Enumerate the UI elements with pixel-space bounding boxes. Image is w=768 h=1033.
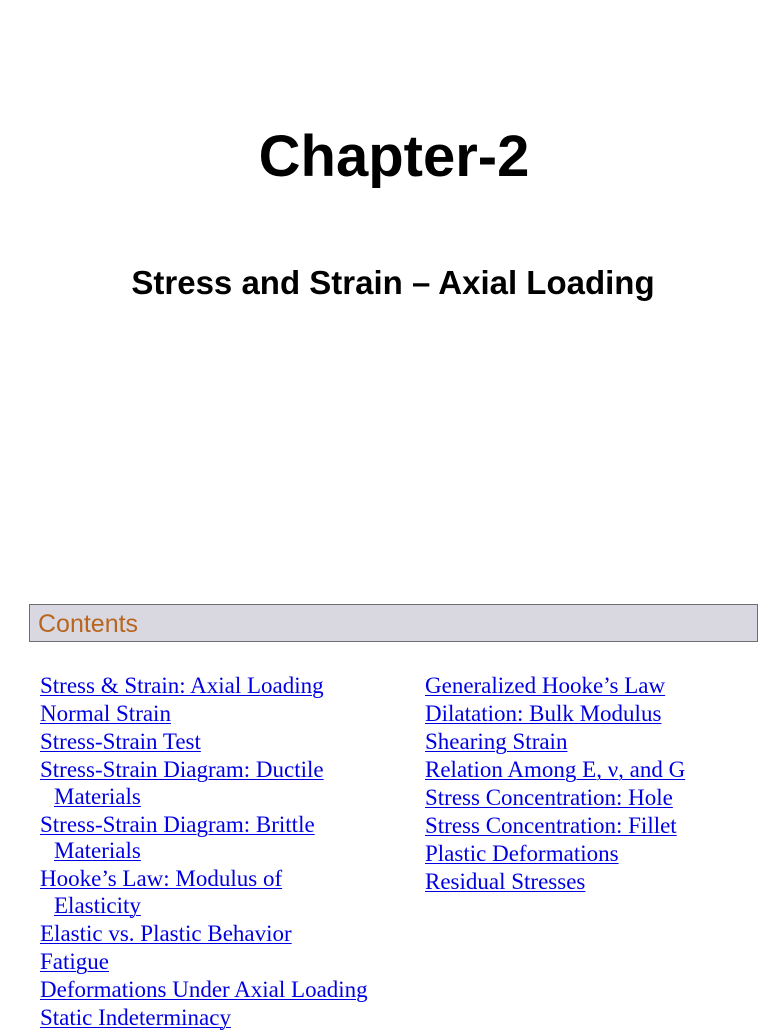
toc-item bbox=[40, 757, 420, 810]
toc-link-residual-stresses[interactable]: Residual Stresses bbox=[425, 869, 586, 894]
toc-item bbox=[40, 977, 420, 1004]
toc-item bbox=[425, 813, 760, 840]
toc-link-deformations-axial[interactable]: Deformations Under Axial Loading bbox=[40, 976, 368, 1002]
toc-link-diagram-ductile[interactable]: Stress-Strain Diagram: Ductile bbox=[40, 757, 324, 782]
toc-link-fatigue[interactable]: Fatigue bbox=[40, 948, 109, 974]
toc-link-diagram-ductile-cont[interactable]: Materials bbox=[54, 783, 141, 809]
toc-link-elastic-vs-plastic[interactable]: Elastic vs. Plastic Behavior bbox=[40, 920, 292, 946]
toc-link-diagram-brittle-cont[interactable]: Materials bbox=[54, 838, 141, 863]
toc-link-stress-concentration-fillet[interactable]: Stress Concentration: Fillet bbox=[425, 813, 677, 838]
contents-label: Contents bbox=[38, 610, 139, 638]
toc-link-hookes-law-modulus-cont[interactable]: Elasticity bbox=[54, 892, 141, 918]
toc-link-stress-strain-axial-loading[interactable]: Stress & Strain: Axial Loading bbox=[40, 673, 324, 698]
toc-link-normal-strain[interactable]: Normal Strain bbox=[40, 701, 171, 726]
toc-left-column bbox=[40, 673, 420, 1033]
chapter-subtitle: Stress and Strain – Axial Loading bbox=[131, 264, 655, 301]
toc-item bbox=[425, 869, 760, 896]
toc-link-generalized-hookes-law[interactable]: Generalized Hooke’s Law bbox=[425, 673, 666, 698]
toc-item bbox=[425, 701, 760, 728]
contents-header-bar bbox=[29, 604, 758, 642]
toc-link-stress-concentration-hole[interactable]: Stress Concentration: Hole bbox=[425, 785, 673, 810]
toc-item bbox=[425, 729, 760, 756]
toc-item bbox=[425, 785, 760, 812]
toc-item bbox=[40, 949, 420, 976]
toc-item bbox=[40, 701, 420, 728]
toc-item bbox=[40, 921, 420, 948]
toc-item bbox=[425, 673, 760, 700]
toc-link-diagram-brittle[interactable]: Stress-Strain Diagram: Brittle bbox=[40, 811, 315, 837]
toc-link-hookes-law-modulus[interactable]: Hooke’s Law: Modulus of bbox=[40, 866, 283, 891]
toc-item bbox=[40, 812, 420, 865]
toc-link-relation-e-nu-g[interactable]: Relation Among E, ν, and G bbox=[425, 757, 686, 782]
toc-link-stress-strain-test[interactable]: Stress-Strain Test bbox=[40, 729, 201, 754]
toc-item bbox=[40, 729, 420, 756]
toc-item bbox=[425, 841, 760, 868]
toc-item bbox=[40, 866, 420, 919]
toc-right-column bbox=[425, 673, 760, 897]
toc-item bbox=[40, 673, 420, 700]
toc-item bbox=[425, 757, 760, 784]
chapter-title: Chapter-2 bbox=[258, 124, 530, 189]
toc-item bbox=[40, 1005, 420, 1032]
toc-link-shearing-strain[interactable]: Shearing Strain bbox=[425, 729, 568, 754]
toc-link-static-indeterminacy[interactable]: Static Indeterminacy bbox=[40, 1004, 231, 1030]
toc-link-dilatation-bulk-modulus[interactable]: Dilatation: Bulk Modulus bbox=[425, 701, 662, 726]
toc-link-plastic-deformations[interactable]: Plastic Deformations bbox=[425, 841, 619, 866]
